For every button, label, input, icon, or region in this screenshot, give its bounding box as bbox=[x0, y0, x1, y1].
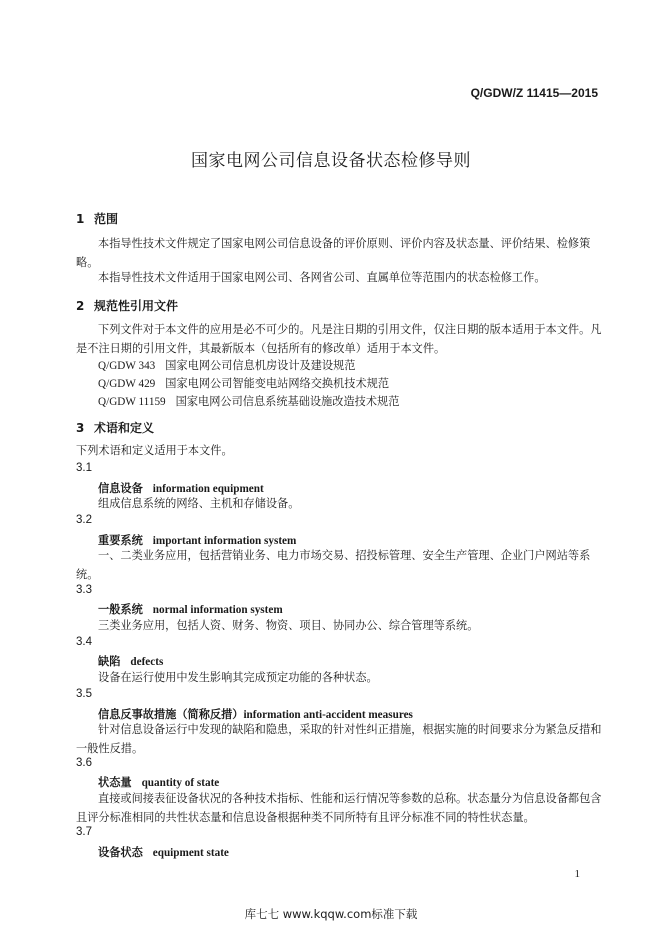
term-title bbox=[98, 844, 229, 860]
term-number: 3.6 bbox=[76, 757, 92, 769]
section-1-paragraph-2: 本指导性技术文件适用于国家电网公司、各网省公司、直属单位等范围内的状态检修工作。 bbox=[98, 271, 546, 284]
term-title bbox=[98, 774, 219, 790]
section-title: 规范性引用文件 bbox=[94, 299, 179, 313]
reference-code: Q/GDW 429 bbox=[98, 378, 156, 390]
section-number: 1 bbox=[76, 212, 85, 226]
document-title: 国家电网公司信息设备状态检修导则 bbox=[191, 151, 471, 171]
section-3-intro: 下列术语和定义适用于本文件。 bbox=[76, 444, 233, 457]
reference-code: Q/GDW 343 bbox=[98, 360, 156, 372]
term-zh: 重要系统 bbox=[98, 533, 143, 547]
section-2-heading bbox=[76, 297, 178, 314]
section-title: 术语和定义 bbox=[94, 421, 155, 435]
page-number: 1 bbox=[574, 868, 580, 880]
term-number: 3.4 bbox=[76, 636, 92, 648]
reference-item bbox=[98, 393, 399, 409]
term-zh: 状态量 bbox=[98, 775, 132, 789]
term-zh: 信息设备 bbox=[98, 481, 143, 495]
term-en: information equipment bbox=[152, 483, 264, 495]
term-zh: 信息反事故措施（简称反措） bbox=[98, 707, 244, 721]
reference-item bbox=[98, 357, 355, 373]
term-en: information anti-accident measures bbox=[243, 709, 413, 721]
section-3-heading bbox=[76, 419, 154, 436]
standard-number: Q/GDW/Z 11415—2015 bbox=[470, 86, 598, 100]
term-definition: 针对信息设备运行中发现的缺陷和隐患，采取的针对性纠正措施，根据实施的时间要求分为紧急反措和一般性反措。 bbox=[76, 723, 602, 755]
term-definition: 三类业务应用，包括人资、财务、物资、项目、协同办公、综合管理等系统。 bbox=[98, 619, 479, 632]
term-number: 3.5 bbox=[76, 688, 92, 700]
term-en: equipment state bbox=[152, 847, 229, 859]
section-number: 2 bbox=[76, 299, 85, 313]
term-title bbox=[98, 601, 283, 617]
reference-code: Q/GDW 11159 bbox=[98, 396, 166, 408]
term-en: quantity of state bbox=[141, 777, 220, 789]
section-1-heading bbox=[76, 210, 118, 227]
term-en: defects bbox=[130, 656, 164, 668]
section-number: 3 bbox=[76, 421, 85, 435]
footer-watermark: 库七七 www.kqqw.com标准下载 bbox=[244, 907, 418, 921]
reference-item bbox=[98, 375, 389, 391]
section-1-paragraph-1: 本指导性技术文件规定了国家电网公司信息设备的评价原则、评价内容及状态量、评价结果、检修策略。 bbox=[76, 237, 591, 269]
term-en: important information system bbox=[152, 535, 297, 547]
section-2-paragraph-1: 下列文件对于本文件的应用是必不可少的。凡是注日期的引用文件，仅注日期的版本适用于本文件。凡是不注日期的引用文件，其最新版本（包括所有的修改单）适用于本文件。 bbox=[76, 323, 602, 355]
term-definition: 一、二类业务应用，包括营销业务、电力市场交易、招投标管理、安全生产管理、企业门户网站等系统。 bbox=[76, 549, 591, 581]
term-definition: 组成信息系统的网络、主机和存储设备。 bbox=[98, 497, 300, 510]
term-definition: 直接或间接表征设备状况的各种技术指标、性能和运行情况等参数的总称。状态量分为信息设备都包含且评分标准相同的共性状态量和信息设备根据种类不同所特有且评分标准不同的特性状态量。 bbox=[76, 792, 602, 824]
term-zh: 设备状态 bbox=[98, 845, 143, 859]
term-definition: 设备在运行使用中发生影响其完成预定功能的各种状态。 bbox=[98, 671, 378, 684]
term-number: 3.7 bbox=[76, 826, 92, 838]
term-zh: 一般系统 bbox=[98, 602, 143, 616]
term-zh: 缺陷 bbox=[98, 654, 121, 668]
term-number: 3.3 bbox=[76, 584, 92, 596]
term-number: 3.1 bbox=[76, 462, 92, 474]
reference-title: 国家电网公司信息系统基础设施改造技术规范 bbox=[175, 395, 400, 408]
section-title: 范围 bbox=[94, 212, 119, 226]
term-en: normal information system bbox=[152, 604, 283, 616]
reference-title: 国家电网公司信息机房设计及建设规范 bbox=[165, 359, 356, 372]
term-number: 3.2 bbox=[76, 514, 92, 526]
term-title bbox=[98, 653, 163, 669]
reference-title: 国家电网公司智能变电站网络交换机技术规范 bbox=[165, 377, 390, 390]
